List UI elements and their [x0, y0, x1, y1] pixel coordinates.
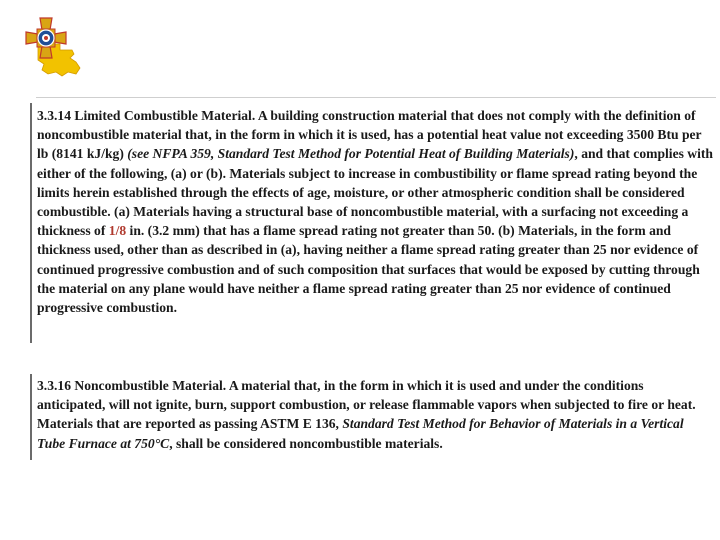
top-rule — [36, 97, 716, 98]
louisiana-fire-marshal-seal-icon — [20, 14, 86, 80]
section-1-text-c: in. (3.2 mm) that has a flame spread rating not greater than 50. (b) Materials, in the form and thickness used, other than as described in (a), having neither a flame spread rating greater than 25 nor evidence of continued progressive combustion and of such composition that surfaces that would be exposed by cutting through the material on any plane would have neither a flame spread rating greater than 25 nor evidence of continued progressive combustion. — [37, 223, 700, 316]
section-1-bar — [30, 103, 32, 343]
section-2-astm-reference: Standard Test Method for Behavior of Materials in a Vertical Tube Furnace at 750°C — [37, 416, 684, 451]
section-1-text-a: A building construction material that does not comply with the definition of noncombustible material that, in the form in which it is used, has a potential heat value not exceeding 3500 Btu per lb (8141 kJ/kg) — [37, 108, 702, 162]
section-2-text-a: A material that, in the form in which it is used and under the conditions anticipated, will not ignite, burn, support combustion, or release flammable vapors when subjected to fire or heat. Materials that are reported as passing ASTM E 136, — [37, 378, 696, 432]
section-1-nfpa-reference: (see NFPA 359, Standard Test Method for Potential Heat of Building Materials) — [127, 146, 575, 162]
section-2-bar — [30, 374, 32, 460]
section-1-text-b: , and that complies with either of the following, (a) or (b). Materials subject to increase in combustibility or flame spread rating beyond the limits herein established through the effects of age, moisture, or other atmospheric condition shall be considered combustible. (a) Materials having a structural base of noncombustible material, with a surfacing not exceeding a thickness of — [37, 146, 713, 239]
logo — [20, 14, 86, 80]
section-1-fraction: 1/8 — [108, 223, 127, 239]
section-limited-combustible — [37, 106, 713, 317]
section-2-text-b: , shall be considered noncombustible materials. — [169, 435, 443, 451]
section-noncombustible — [37, 376, 713, 453]
section-2-heading: 3.3.16 Noncombustible Material. — [37, 378, 227, 393]
section-1-heading: 3.3.14 Limited Combustible Material. — [37, 108, 256, 123]
